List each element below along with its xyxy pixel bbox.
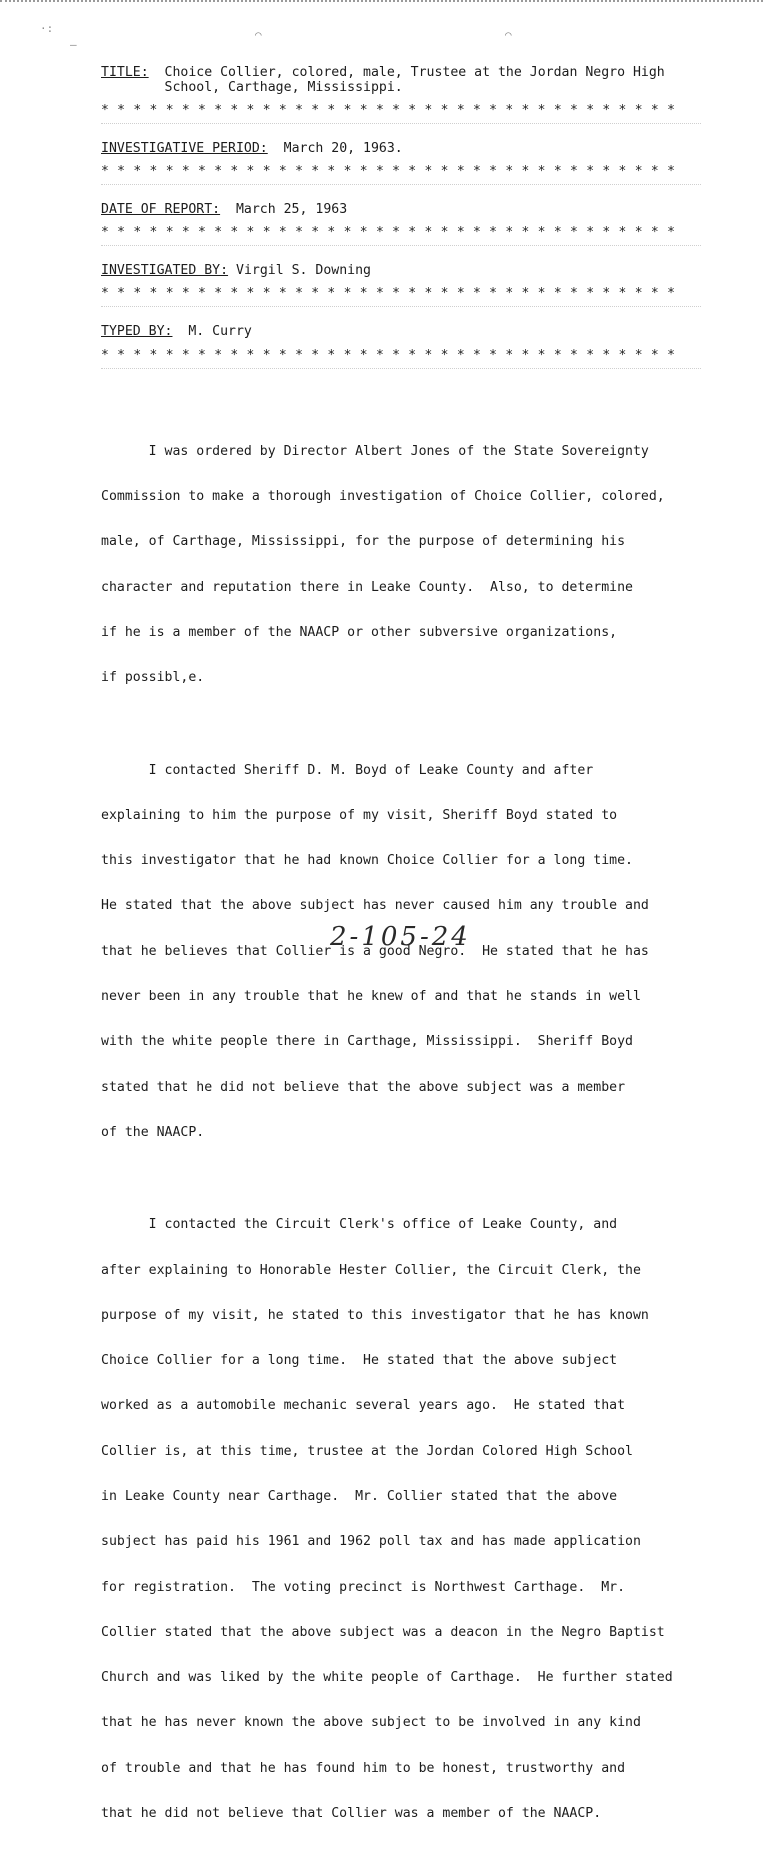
text-line: explaining to him the purpose of my visit, Sheriff Boyd stated to [101, 807, 618, 823]
title-label: TITLE: [101, 65, 149, 80]
separator: * * * * * * * * * * * * * * * * * * * * * * * * * * * * * * * * * * * * [101, 104, 676, 119]
scan-mark: ⌒ [505, 28, 512, 41]
scan-mark: ·: [40, 22, 54, 35]
text-line: I contacted the Circuit Clerk's office of Leake County, and [101, 1217, 618, 1233]
text-line: He stated that the above subject has never caused him any trouble and [101, 898, 649, 914]
text-line: stated that he did not believe that the above subject was a member [101, 1079, 626, 1095]
text-line: character and reputation there in Leake County. Also, to determine [101, 579, 633, 595]
text-line: of trouble and that he has found him to be honest, trustworthy and [101, 1760, 626, 1776]
text-line: with the white people there in Carthage, Mississippi. Sheriff Boyd [101, 1034, 633, 1050]
dotted-rule [101, 123, 701, 130]
text-line: Collier stated that the above subject was a deacon in the Negro Baptist [101, 1624, 665, 1640]
text-line: that he did not believe that Collier was a member of the NAACP. [101, 1806, 602, 1821]
text-line: after explaining to Honorable Hester Collier, the Circuit Clerk, the [101, 1262, 641, 1278]
period-field [101, 141, 751, 156]
paragraph-1 [101, 414, 751, 716]
date-label: DATE OF REPORT: [101, 202, 221, 218]
text-line: that he has never known the above subject to be involved in any kind [101, 1715, 641, 1731]
handwritten-file-number: 2-105-24 [330, 922, 471, 952]
typed-field [101, 324, 751, 339]
typed-label: TYPED BY: [101, 324, 173, 340]
typed-value: M. Curry [188, 324, 252, 340]
separator: * * * * * * * * * * * * * * * * * * * * * * * * * * * * * * * * * * * * [101, 287, 676, 302]
date-value: March 25, 1963 [235, 202, 348, 218]
dotted-rule [101, 306, 701, 313]
text-line: of the NAACP. [101, 1124, 205, 1140]
investigated-field [101, 263, 751, 278]
text-line: Church and was liked by the white people of Carthage. He further stated [101, 1670, 673, 1686]
text-line: never been in any trouble that he knew of and that he stands in well [101, 989, 641, 1005]
dotted-rule [101, 184, 701, 191]
investigated-label: INVESTIGATED BY: [101, 263, 229, 279]
spacer [101, 386, 751, 414]
date-field [101, 202, 751, 217]
paragraph-3 [101, 1187, 751, 1851]
text-line: Collier is, at this time, trustee at the Jordan Colored High School [101, 1443, 633, 1459]
title-field [101, 65, 751, 95]
period-value: March 20, 1963. [283, 141, 403, 157]
period-label: INVESTIGATIVE PERIOD: [101, 141, 268, 157]
text-line: I contacted Sheriff D. M. Boyd of Leake County and after [101, 762, 594, 778]
separator: * * * * * * * * * * * * * * * * * * * * * * * * * * * * * * * * * * * * [101, 226, 676, 241]
separator: * * * * * * * * * * * * * * * * * * * * * * * * * * * * * * * * * * * * [101, 165, 676, 180]
text-line: worked as a automobile mechanic several years ago. He stated that [101, 1398, 626, 1414]
scan-top-border [0, 0, 763, 8]
investigated-value: Virgil S. Downing [236, 263, 371, 279]
text-line: if he is a member of the NAACP or other subversive organizations, [101, 624, 618, 640]
text-line: subject has paid his 1961 and 1962 poll tax and has made application [101, 1534, 641, 1550]
text-line: for registration. The voting precinct is Northwest Carthage. Mr. [101, 1579, 626, 1595]
text-line: in Leake County near Carthage. Mr. Collier stated that the above [101, 1489, 618, 1505]
dotted-rule [101, 368, 701, 375]
text-line: Commission to make a thorough investigation of Choice Collier, colored, [101, 489, 665, 505]
text-line: Choice Collier for a long time. He stated that the above subject [101, 1353, 618, 1369]
scan-mark: — [70, 38, 77, 51]
text-line: this investigator that he had known Choice Collier for a long time. [101, 853, 633, 869]
text-line: purpose of my visit, he stated to this investigator that he has known [101, 1307, 649, 1323]
dotted-rule [101, 245, 701, 252]
title-value: Choice Collier, colored, male, Trustee at the Jordan Negro High School, Carthage, Mississippi. [164, 65, 665, 96]
text-line: that he believes that Collier is a good Negro. He stated that he has [101, 943, 649, 959]
report-document [101, 65, 751, 1868]
text-line: I was ordered by Director Albert Jones of the State Sovereignty [101, 443, 649, 459]
text-line: male, of Carthage, Mississippi, for the purpose of determining his [101, 534, 626, 550]
text-line: if possibl,e. [101, 670, 205, 686]
separator: * * * * * * * * * * * * * * * * * * * * * * * * * * * * * * * * * * * * [101, 348, 676, 363]
scan-mark: ⌒ [255, 28, 262, 41]
